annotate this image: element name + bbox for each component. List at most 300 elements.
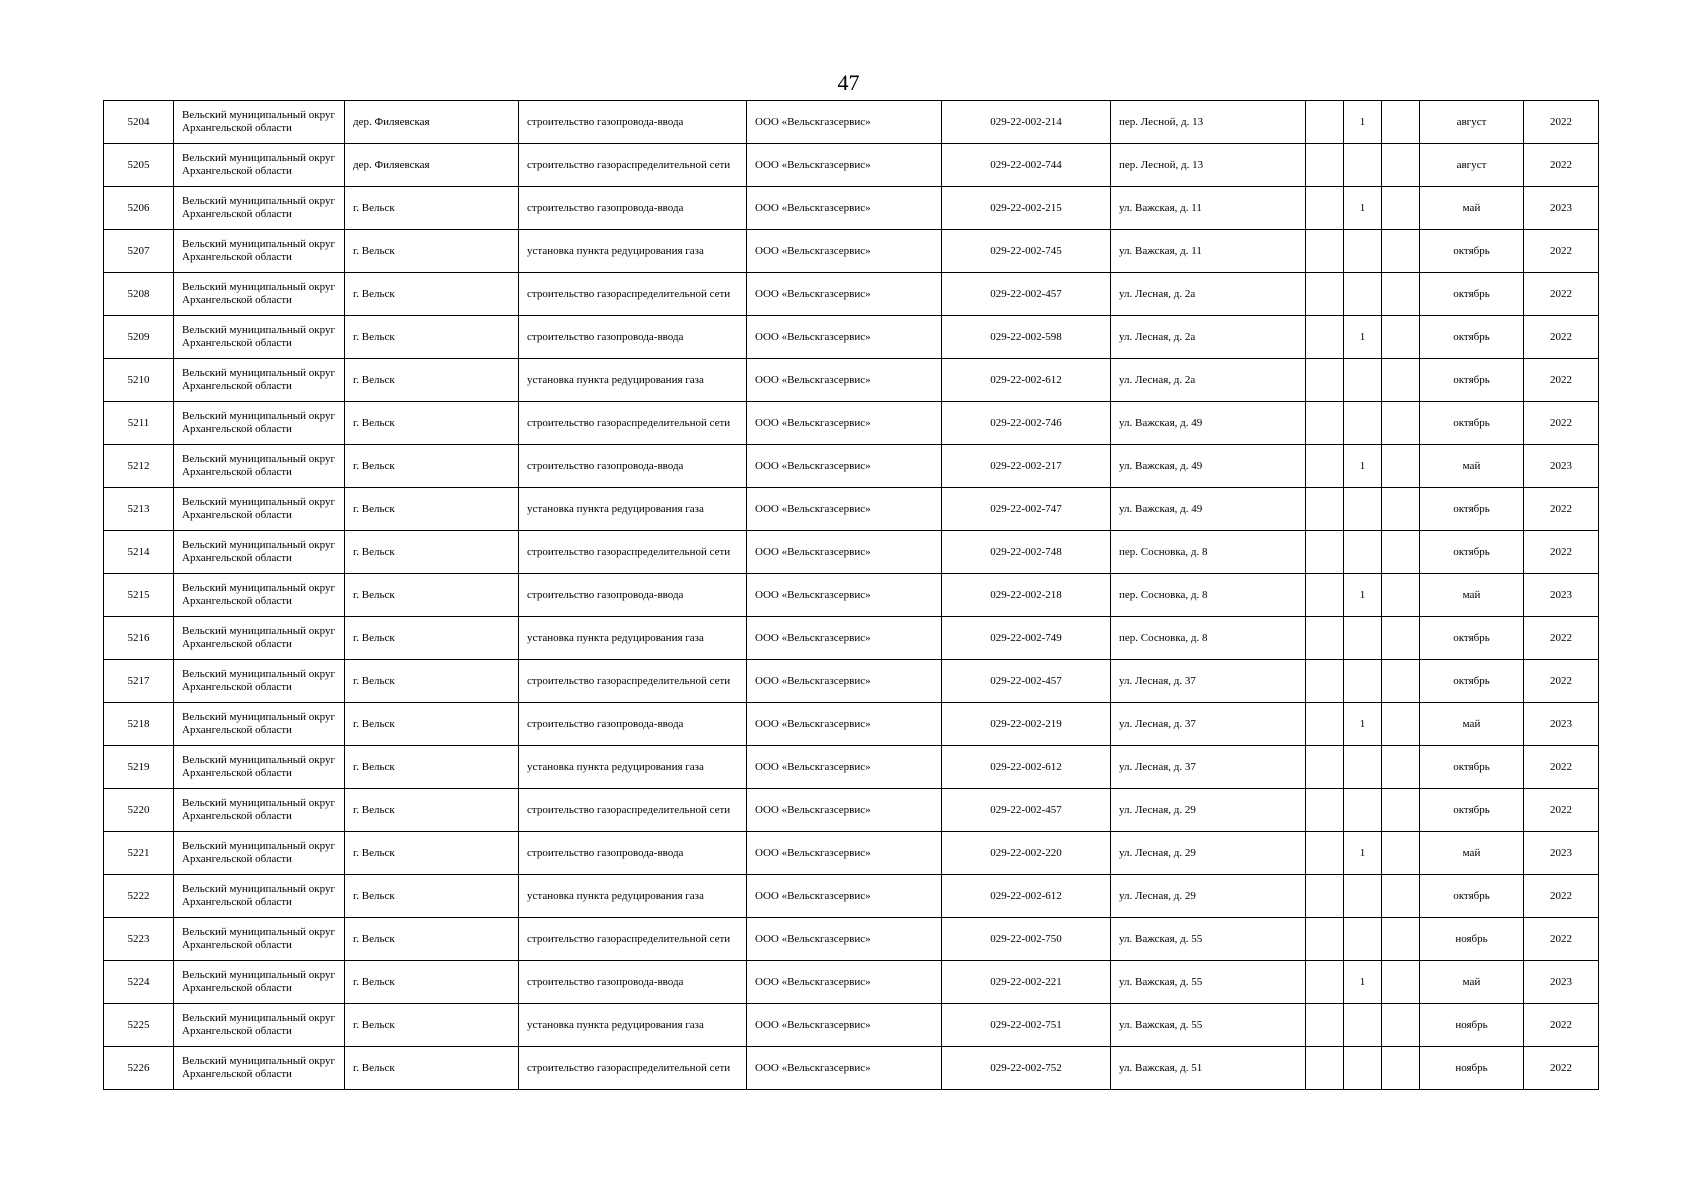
cell-district: Вельский муниципальный округ Архангельской области — [174, 445, 345, 488]
cell-organization: ООО «Вельскгазсервис» — [747, 832, 942, 875]
cell-number: 5223 — [104, 918, 174, 961]
table-row — [104, 316, 1599, 359]
cell-work-type: строительство газопровода-ввода — [519, 961, 747, 1004]
table-body — [104, 101, 1599, 1090]
cell-organization: ООО «Вельскгазсервис» — [747, 703, 942, 746]
cell-count: 1 — [1344, 961, 1382, 1004]
cell-address: пер. Сосновка, д. 8 — [1111, 531, 1306, 574]
cell-empty — [1382, 617, 1420, 660]
cell-work-type: строительство газопровода-ввода — [519, 703, 747, 746]
cell-count — [1344, 1004, 1382, 1047]
cell-year: 2022 — [1524, 1047, 1599, 1090]
cell-empty — [1306, 1004, 1344, 1047]
table-row — [104, 1047, 1599, 1090]
table-row — [104, 488, 1599, 531]
cell-empty — [1382, 746, 1420, 789]
cell-work-type: установка пункта редуцирования газа — [519, 230, 747, 273]
table-row — [104, 746, 1599, 789]
cell-year: 2023 — [1524, 445, 1599, 488]
cell-count — [1344, 660, 1382, 703]
cell-year: 2022 — [1524, 875, 1599, 918]
cell-address: ул. Лесная, д. 2а — [1111, 316, 1306, 359]
cell-address: ул. Лесная, д. 29 — [1111, 789, 1306, 832]
cell-year: 2022 — [1524, 918, 1599, 961]
cell-district: Вельский муниципальный округ Архангельской области — [174, 359, 345, 402]
cell-organization: ООО «Вельскгазсервис» — [747, 660, 942, 703]
cell-organization: ООО «Вельскгазсервис» — [747, 445, 942, 488]
cell-settlement: г. Вельск — [345, 187, 519, 230]
table-row — [104, 703, 1599, 746]
cell-organization: ООО «Вельскгазсервис» — [747, 574, 942, 617]
cell-settlement: г. Вельск — [345, 316, 519, 359]
cell-empty — [1382, 789, 1420, 832]
cell-code: 029-22-002-747 — [942, 488, 1111, 531]
cell-code: 029-22-002-746 — [942, 402, 1111, 445]
cell-code: 029-22-002-219 — [942, 703, 1111, 746]
cell-organization: ООО «Вельскгазсервис» — [747, 918, 942, 961]
table-row — [104, 402, 1599, 445]
cell-organization: ООО «Вельскгазсервис» — [747, 875, 942, 918]
cell-number: 5205 — [104, 144, 174, 187]
cell-number: 5210 — [104, 359, 174, 402]
cell-address: ул. Важская, д. 49 — [1111, 445, 1306, 488]
cell-count — [1344, 402, 1382, 445]
cell-settlement: дер. Филяевская — [345, 144, 519, 187]
cell-district: Вельский муниципальный округ Архангельской области — [174, 316, 345, 359]
cell-number: 5206 — [104, 187, 174, 230]
cell-code: 029-22-002-457 — [942, 273, 1111, 316]
cell-district: Вельский муниципальный округ Архангельской области — [174, 187, 345, 230]
cell-month: май — [1420, 703, 1524, 746]
cell-count: 1 — [1344, 832, 1382, 875]
cell-year: 2022 — [1524, 746, 1599, 789]
cell-settlement: г. Вельск — [345, 230, 519, 273]
cell-count — [1344, 144, 1382, 187]
cell-settlement: г. Вельск — [345, 746, 519, 789]
cell-count — [1344, 746, 1382, 789]
cell-settlement: г. Вельск — [345, 574, 519, 617]
cell-number: 5222 — [104, 875, 174, 918]
cell-empty — [1382, 832, 1420, 875]
cell-address: ул. Важская, д. 55 — [1111, 961, 1306, 1004]
cell-number: 5224 — [104, 961, 174, 1004]
cell-month: октябрь — [1420, 531, 1524, 574]
cell-address: пер. Сосновка, д. 8 — [1111, 574, 1306, 617]
cell-number: 5226 — [104, 1047, 174, 1090]
cell-settlement: г. Вельск — [345, 660, 519, 703]
cell-organization: ООО «Вельскгазсервис» — [747, 746, 942, 789]
cell-year: 2022 — [1524, 101, 1599, 144]
cell-organization: ООО «Вельскгазсервис» — [747, 144, 942, 187]
cell-count: 1 — [1344, 101, 1382, 144]
cell-empty — [1306, 488, 1344, 531]
table-row — [104, 144, 1599, 187]
cell-empty — [1382, 531, 1420, 574]
cell-month: май — [1420, 832, 1524, 875]
cell-settlement: г. Вельск — [345, 1004, 519, 1047]
cell-count — [1344, 359, 1382, 402]
cell-organization: ООО «Вельскгазсервис» — [747, 316, 942, 359]
cell-organization: ООО «Вельскгазсервис» — [747, 1047, 942, 1090]
cell-number: 5212 — [104, 445, 174, 488]
cell-district: Вельский муниципальный округ Архангельской области — [174, 273, 345, 316]
cell-settlement: г. Вельск — [345, 445, 519, 488]
cell-settlement: г. Вельск — [345, 918, 519, 961]
cell-empty — [1382, 703, 1420, 746]
cell-empty — [1382, 230, 1420, 273]
cell-code: 029-22-002-748 — [942, 531, 1111, 574]
cell-empty — [1306, 789, 1344, 832]
cell-count: 1 — [1344, 316, 1382, 359]
cell-empty — [1382, 445, 1420, 488]
cell-work-type: установка пункта редуцирования газа — [519, 359, 747, 402]
cell-empty — [1382, 273, 1420, 316]
table-row — [104, 531, 1599, 574]
cell-settlement: г. Вельск — [345, 359, 519, 402]
cell-settlement: г. Вельск — [345, 531, 519, 574]
cell-address: пер. Лесной, д. 13 — [1111, 101, 1306, 144]
cell-work-type: строительство газораспределительной сети — [519, 660, 747, 703]
cell-district: Вельский муниципальный округ Архангельской области — [174, 832, 345, 875]
cell-settlement: г. Вельск — [345, 875, 519, 918]
cell-organization: ООО «Вельскгазсервис» — [747, 961, 942, 1004]
cell-empty — [1382, 488, 1420, 531]
cell-address: пер. Сосновка, д. 8 — [1111, 617, 1306, 660]
cell-district: Вельский муниципальный округ Архангельской области — [174, 617, 345, 660]
cell-district: Вельский муниципальный округ Архангельской области — [174, 703, 345, 746]
table-row — [104, 101, 1599, 144]
cell-month: ноябрь — [1420, 918, 1524, 961]
cell-empty — [1306, 660, 1344, 703]
cell-number: 5225 — [104, 1004, 174, 1047]
cell-organization: ООО «Вельскгазсервис» — [747, 273, 942, 316]
cell-count: 1 — [1344, 187, 1382, 230]
cell-address: ул. Лесная, д. 37 — [1111, 703, 1306, 746]
cell-month: август — [1420, 144, 1524, 187]
cell-year: 2023 — [1524, 961, 1599, 1004]
table-row — [104, 875, 1599, 918]
cell-empty — [1306, 187, 1344, 230]
cell-empty — [1306, 101, 1344, 144]
cell-settlement: г. Вельск — [345, 617, 519, 660]
cell-month: ноябрь — [1420, 1047, 1524, 1090]
cell-month: октябрь — [1420, 230, 1524, 273]
cell-district: Вельский муниципальный округ Архангельской области — [174, 531, 345, 574]
cell-address: ул. Важская, д. 11 — [1111, 187, 1306, 230]
cell-year: 2022 — [1524, 144, 1599, 187]
cell-settlement: г. Вельск — [345, 402, 519, 445]
cell-work-type: строительство газопровода-ввода — [519, 574, 747, 617]
cell-count — [1344, 789, 1382, 832]
cell-address: пер. Лесной, д. 13 — [1111, 144, 1306, 187]
page-number: 47 — [837, 70, 860, 95]
cell-year: 2022 — [1524, 359, 1599, 402]
cell-month: октябрь — [1420, 617, 1524, 660]
cell-month: май — [1420, 187, 1524, 230]
cell-year: 2022 — [1524, 1004, 1599, 1047]
cell-address: ул. Важская, д. 55 — [1111, 1004, 1306, 1047]
cell-district: Вельский муниципальный округ Архангельской области — [174, 746, 345, 789]
cell-settlement: г. Вельск — [345, 488, 519, 531]
cell-district: Вельский муниципальный округ Архангельской области — [174, 789, 345, 832]
cell-work-type: строительство газораспределительной сети — [519, 918, 747, 961]
cell-number: 5207 — [104, 230, 174, 273]
cell-year: 2022 — [1524, 273, 1599, 316]
cell-organization: ООО «Вельскгазсервис» — [747, 488, 942, 531]
cell-district: Вельский муниципальный округ Архангельской области — [174, 918, 345, 961]
cell-count: 1 — [1344, 574, 1382, 617]
cell-count — [1344, 531, 1382, 574]
cell-district: Вельский муниципальный округ Архангельской области — [174, 230, 345, 273]
table-row — [104, 961, 1599, 1004]
cell-district: Вельский муниципальный округ Архангельской области — [174, 402, 345, 445]
cell-empty — [1306, 617, 1344, 660]
cell-month: май — [1420, 574, 1524, 617]
cell-empty — [1306, 359, 1344, 402]
cell-month: октябрь — [1420, 316, 1524, 359]
cell-district: Вельский муниципальный округ Архангельской области — [174, 101, 345, 144]
cell-address: ул. Важская, д. 49 — [1111, 488, 1306, 531]
cell-empty — [1382, 1004, 1420, 1047]
cell-number: 5208 — [104, 273, 174, 316]
cell-code: 029-22-002-744 — [942, 144, 1111, 187]
cell-code: 029-22-002-752 — [942, 1047, 1111, 1090]
cell-address: ул. Важская, д. 49 — [1111, 402, 1306, 445]
cell-district: Вельский муниципальный округ Архангельской области — [174, 660, 345, 703]
cell-address: ул. Важская, д. 11 — [1111, 230, 1306, 273]
cell-empty — [1382, 359, 1420, 402]
cell-address: ул. Лесная, д. 37 — [1111, 746, 1306, 789]
cell-empty — [1382, 187, 1420, 230]
cell-empty — [1382, 101, 1420, 144]
cell-empty — [1382, 316, 1420, 359]
cell-organization: ООО «Вельскгазсервис» — [747, 359, 942, 402]
table-row — [104, 359, 1599, 402]
cell-year: 2023 — [1524, 574, 1599, 617]
gasification-table — [103, 100, 1599, 1090]
cell-settlement: г. Вельск — [345, 789, 519, 832]
cell-code: 029-22-002-218 — [942, 574, 1111, 617]
cell-code: 029-22-002-749 — [942, 617, 1111, 660]
cell-number: 5216 — [104, 617, 174, 660]
cell-code: 029-22-002-745 — [942, 230, 1111, 273]
cell-number: 5219 — [104, 746, 174, 789]
cell-empty — [1382, 144, 1420, 187]
cell-work-type: строительство газораспределительной сети — [519, 1047, 747, 1090]
cell-code: 029-22-002-457 — [942, 789, 1111, 832]
cell-code: 029-22-002-221 — [942, 961, 1111, 1004]
cell-count: 1 — [1344, 445, 1382, 488]
cell-organization: ООО «Вельскгазсервис» — [747, 101, 942, 144]
cell-count — [1344, 875, 1382, 918]
cell-count — [1344, 617, 1382, 660]
cell-address: ул. Важская, д. 51 — [1111, 1047, 1306, 1090]
cell-empty — [1382, 875, 1420, 918]
cell-code: 029-22-002-751 — [942, 1004, 1111, 1047]
cell-year: 2022 — [1524, 617, 1599, 660]
cell-work-type: строительство газопровода-ввода — [519, 187, 747, 230]
cell-month: октябрь — [1420, 359, 1524, 402]
cell-district: Вельский муниципальный округ Архангельской области — [174, 488, 345, 531]
cell-count — [1344, 230, 1382, 273]
cell-organization: ООО «Вельскгазсервис» — [747, 187, 942, 230]
cell-work-type: строительство газораспределительной сети — [519, 531, 747, 574]
cell-month: октябрь — [1420, 875, 1524, 918]
table-row — [104, 574, 1599, 617]
cell-empty — [1382, 961, 1420, 1004]
cell-work-type: строительство газопровода-ввода — [519, 316, 747, 359]
cell-month: май — [1420, 961, 1524, 1004]
cell-address: ул. Лесная, д. 37 — [1111, 660, 1306, 703]
table-row — [104, 918, 1599, 961]
cell-empty — [1382, 1047, 1420, 1090]
table-row — [104, 832, 1599, 875]
cell-district: Вельский муниципальный округ Архангельской области — [174, 875, 345, 918]
cell-number: 5209 — [104, 316, 174, 359]
cell-address: ул. Важская, д. 55 — [1111, 918, 1306, 961]
cell-month: октябрь — [1420, 273, 1524, 316]
cell-address: ул. Лесная, д. 2а — [1111, 273, 1306, 316]
cell-year: 2022 — [1524, 531, 1599, 574]
cell-organization: ООО «Вельскгазсервис» — [747, 617, 942, 660]
table-row — [104, 445, 1599, 488]
cell-settlement: г. Вельск — [345, 832, 519, 875]
cell-organization: ООО «Вельскгазсервис» — [747, 230, 942, 273]
cell-year: 2022 — [1524, 789, 1599, 832]
cell-number: 5213 — [104, 488, 174, 531]
cell-number: 5217 — [104, 660, 174, 703]
cell-organization: ООО «Вельскгазсервис» — [747, 789, 942, 832]
cell-address: ул. Лесная, д. 29 — [1111, 832, 1306, 875]
cell-empty — [1382, 574, 1420, 617]
cell-empty — [1306, 1047, 1344, 1090]
cell-empty — [1382, 918, 1420, 961]
cell-empty — [1306, 918, 1344, 961]
cell-number: 5214 — [104, 531, 174, 574]
cell-work-type: строительство газопровода-ввода — [519, 101, 747, 144]
table-row — [104, 789, 1599, 832]
cell-month: ноябрь — [1420, 1004, 1524, 1047]
cell-empty — [1306, 703, 1344, 746]
cell-district: Вельский муниципальный округ Архангельской области — [174, 574, 345, 617]
cell-district: Вельский муниципальный округ Архангельской области — [174, 144, 345, 187]
cell-number: 5211 — [104, 402, 174, 445]
cell-work-type: строительство газораспределительной сети — [519, 144, 747, 187]
cell-code: 029-22-002-612 — [942, 359, 1111, 402]
cell-year: 2022 — [1524, 488, 1599, 531]
cell-number: 5221 — [104, 832, 174, 875]
cell-count — [1344, 273, 1382, 316]
cell-code: 029-22-002-220 — [942, 832, 1111, 875]
cell-work-type: установка пункта редуцирования газа — [519, 1004, 747, 1047]
cell-work-type: установка пункта редуцирования газа — [519, 746, 747, 789]
cell-empty — [1306, 832, 1344, 875]
cell-year: 2023 — [1524, 187, 1599, 230]
cell-work-type: установка пункта редуцирования газа — [519, 875, 747, 918]
cell-settlement: г. Вельск — [345, 1047, 519, 1090]
cell-address: ул. Лесная, д. 29 — [1111, 875, 1306, 918]
cell-organization: ООО «Вельскгазсервис» — [747, 531, 942, 574]
cell-work-type: строительство газопровода-ввода — [519, 445, 747, 488]
cell-year: 2023 — [1524, 832, 1599, 875]
cell-month: август — [1420, 101, 1524, 144]
cell-district: Вельский муниципальный округ Архангельской области — [174, 1047, 345, 1090]
cell-year: 2022 — [1524, 660, 1599, 703]
cell-count — [1344, 488, 1382, 531]
cell-code: 029-22-002-217 — [942, 445, 1111, 488]
cell-code: 029-22-002-612 — [942, 875, 1111, 918]
cell-count — [1344, 918, 1382, 961]
cell-count: 1 — [1344, 703, 1382, 746]
cell-empty — [1306, 445, 1344, 488]
table-row — [104, 1004, 1599, 1047]
table-row — [104, 187, 1599, 230]
cell-year: 2022 — [1524, 230, 1599, 273]
cell-work-type: установка пункта редуцирования газа — [519, 617, 747, 660]
cell-empty — [1306, 574, 1344, 617]
cell-work-type: строительство газораспределительной сети — [519, 789, 747, 832]
cell-code: 029-22-002-612 — [942, 746, 1111, 789]
table-row — [104, 230, 1599, 273]
cell-number: 5215 — [104, 574, 174, 617]
cell-district: Вельский муниципальный округ Архангельской области — [174, 1004, 345, 1047]
cell-code: 029-22-002-215 — [942, 187, 1111, 230]
cell-settlement: дер. Филяевская — [345, 101, 519, 144]
cell-empty — [1306, 402, 1344, 445]
cell-code: 029-22-002-750 — [942, 918, 1111, 961]
cell-month: май — [1420, 445, 1524, 488]
cell-empty — [1306, 230, 1344, 273]
cell-work-type: установка пункта редуцирования газа — [519, 488, 747, 531]
cell-settlement: г. Вельск — [345, 703, 519, 746]
cell-settlement: г. Вельск — [345, 961, 519, 1004]
cell-district: Вельский муниципальный округ Архангельской области — [174, 961, 345, 1004]
cell-work-type: строительство газораспределительной сети — [519, 273, 747, 316]
cell-work-type: строительство газораспределительной сети — [519, 402, 747, 445]
cell-year: 2023 — [1524, 703, 1599, 746]
cell-empty — [1306, 273, 1344, 316]
cell-empty — [1306, 961, 1344, 1004]
cell-organization: ООО «Вельскгазсервис» — [747, 1004, 942, 1047]
cell-month: октябрь — [1420, 488, 1524, 531]
cell-count — [1344, 1047, 1382, 1090]
cell-year: 2022 — [1524, 402, 1599, 445]
table-row — [104, 273, 1599, 316]
cell-empty — [1382, 660, 1420, 703]
cell-month: октябрь — [1420, 789, 1524, 832]
table-row — [104, 617, 1599, 660]
cell-month: октябрь — [1420, 660, 1524, 703]
cell-empty — [1306, 531, 1344, 574]
cell-code: 029-22-002-457 — [942, 660, 1111, 703]
cell-code: 029-22-002-214 — [942, 101, 1111, 144]
cell-empty — [1306, 144, 1344, 187]
cell-code: 029-22-002-598 — [942, 316, 1111, 359]
cell-empty — [1306, 316, 1344, 359]
cell-number: 5220 — [104, 789, 174, 832]
cell-settlement: г. Вельск — [345, 273, 519, 316]
cell-month: октябрь — [1420, 402, 1524, 445]
table-row — [104, 660, 1599, 703]
cell-organization: ООО «Вельскгазсервис» — [747, 402, 942, 445]
cell-number: 5218 — [104, 703, 174, 746]
cell-empty — [1306, 875, 1344, 918]
cell-empty — [1306, 746, 1344, 789]
cell-year: 2022 — [1524, 316, 1599, 359]
cell-work-type: строительство газопровода-ввода — [519, 832, 747, 875]
cell-empty — [1382, 402, 1420, 445]
cell-month: октябрь — [1420, 746, 1524, 789]
